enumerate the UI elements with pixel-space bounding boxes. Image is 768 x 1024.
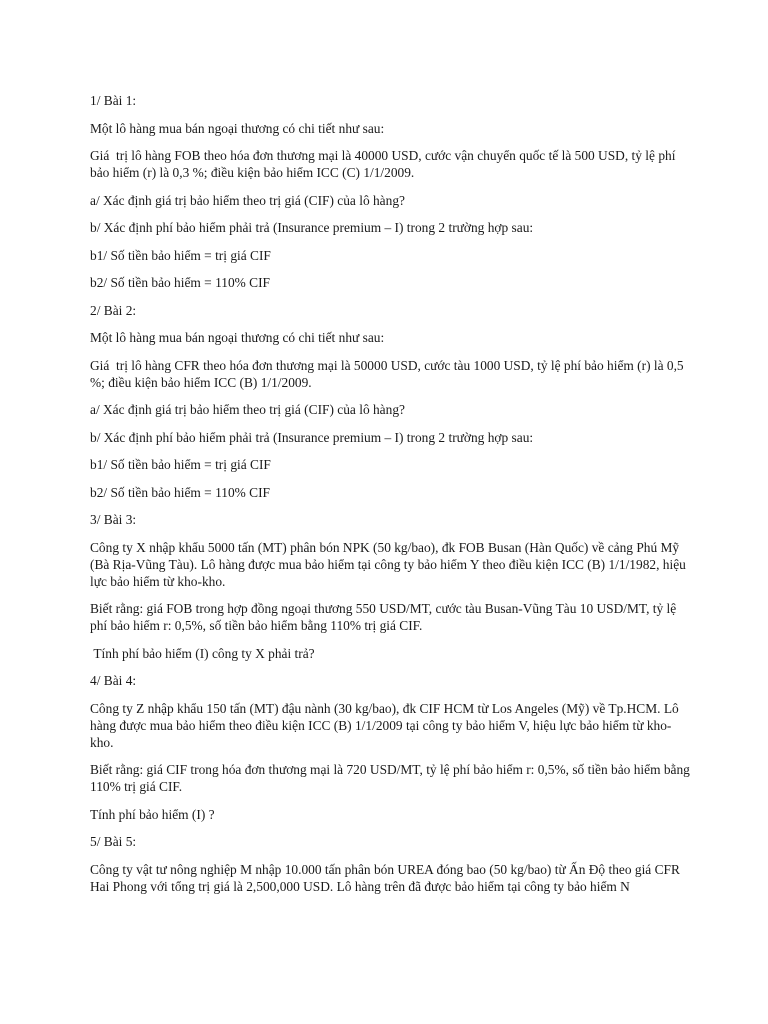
exercise-3-heading: 3/ Bài 3: [90, 512, 137, 527]
document-page [90, 92, 694, 905]
exercise-2-case-b1: b1/ Số tiền bảo hiểm = trị giá CIF [90, 457, 271, 472]
exercise-4-given: Biết rằng: giá CIF trong hóa đơn thương mại là 720 USD/MT, tỷ lệ phí bảo hiểm r: 0,5%, số tiền bảo hiểm bằng 110% trị giá CIF. [90, 762, 694, 794]
exercise-4-question: Tính phí bảo hiểm (I) ? [90, 806, 215, 822]
exercise-1-question-b: b/ Xác định phí bảo hiểm phải trả (Insurance premium – I) trong 2 trường hợp sau: [90, 220, 534, 235]
exercise-2-heading: 2/ Bài 2: [90, 302, 137, 318]
exercise-2-details: Giá trị lô hàng CFR theo hóa đơn thương mại là 50000 USD, cước tàu 1000 USD, tỷ lệ phí bảo hiểm (r) là 0,5 %; điều kiện bảo hiểm ICC (B) 1/1/2009. [90, 357, 687, 390]
exercise-1-details: Giá trị lô hàng FOB theo hóa đơn thương mại là 40000 USD, cước vận chuyển quốc tế là 500 USD, tỷ lệ phí bảo hiểm (r) là 0,3 %; điều kiện bảo hiểm ICC (C) 1/1/2009. [90, 148, 679, 180]
exercise-5-details: Công ty vật tư nông nghiệp M nhập 10.000 tấn phân bón UREA đóng bao (50 kg/bao) từ Ấn Độ theo giá CFR Hai Phong với tổng trị giá là 2,500,000 USD. Lô hàng trên đã được bảo hiểm tại công ty bảo hiểm N [90, 861, 684, 894]
exercise-2-intro: Một lô hàng mua bán ngoại thương có chi tiết như sau: [90, 330, 385, 345]
exercise-1-question-a: a/ Xác định giá trị bảo hiểm theo trị giá (CIF) của lô hàng? [90, 192, 405, 208]
exercise-1-case-b2: b2/ Số tiền bảo hiểm = 110% CIF [90, 275, 271, 290]
exercise-2-question-b: b/ Xác định phí bảo hiểm phải trả (Insurance premium – I) trong 2 trường hợp sau: [90, 429, 534, 445]
exercise-2-question-a: a/ Xác định giá trị bảo hiểm theo trị giá (CIF) của lô hàng? [90, 402, 405, 417]
exercise-1-intro: Một lô hàng mua bán ngoại thương có chi tiết như sau: [90, 120, 385, 136]
exercise-3-details: Công ty X nhập khẩu 5000 tấn (MT) phân bón NPK (50 kg/bao), đk FOB Busan (Hàn Quốc) về cảng Phú Mỹ (Bà Rịa-Vũng Tàu). Lô hàng được mua bảo hiểm tại công ty bảo hiểm Y theo điều kiện ICC (B) 1/1/1982, hiệu lực bảo hiểm từ kho-kho. [90, 539, 690, 589]
exercise-2-case-b2: b2/ Số tiền bảo hiểm = 110% CIF [90, 484, 271, 500]
exercise-1-heading: 1/ Bài 1: [90, 93, 137, 108]
exercise-3-given: Biết rằng: giá FOB trong hợp đồng ngoại thương 550 USD/MT, cước tàu Busan-Vũng Tàu 10 USD/MT, tỷ lệ phí bảo hiểm r: 0,5%, số tiền bảo hiểm bằng 110% trị giá CIF. [90, 601, 680, 633]
exercise-3-question: Tính phí bảo hiểm (I) công ty X phải trả? [90, 645, 315, 661]
exercise-4-details: Công ty Z nhập khẩu 150 tấn (MT) đậu nành (30 kg/bao), đk CIF HCM từ Los Angeles (Mỹ) về Tp.HCM. Lô hàng được mua bảo hiểm theo điều kiện ICC (B) 1/1/2009 tại công ty bảo hiểm V, hiệu lực bảo hiểm từ kho-kho. [90, 700, 683, 750]
exercise-1-case-b1: b1/ Số tiền bảo hiểm = trị giá CIF [90, 247, 271, 263]
exercise-5-heading: 5/ Bài 5: [90, 834, 137, 849]
exercise-4-heading: 4/ Bài 4: [90, 673, 137, 688]
